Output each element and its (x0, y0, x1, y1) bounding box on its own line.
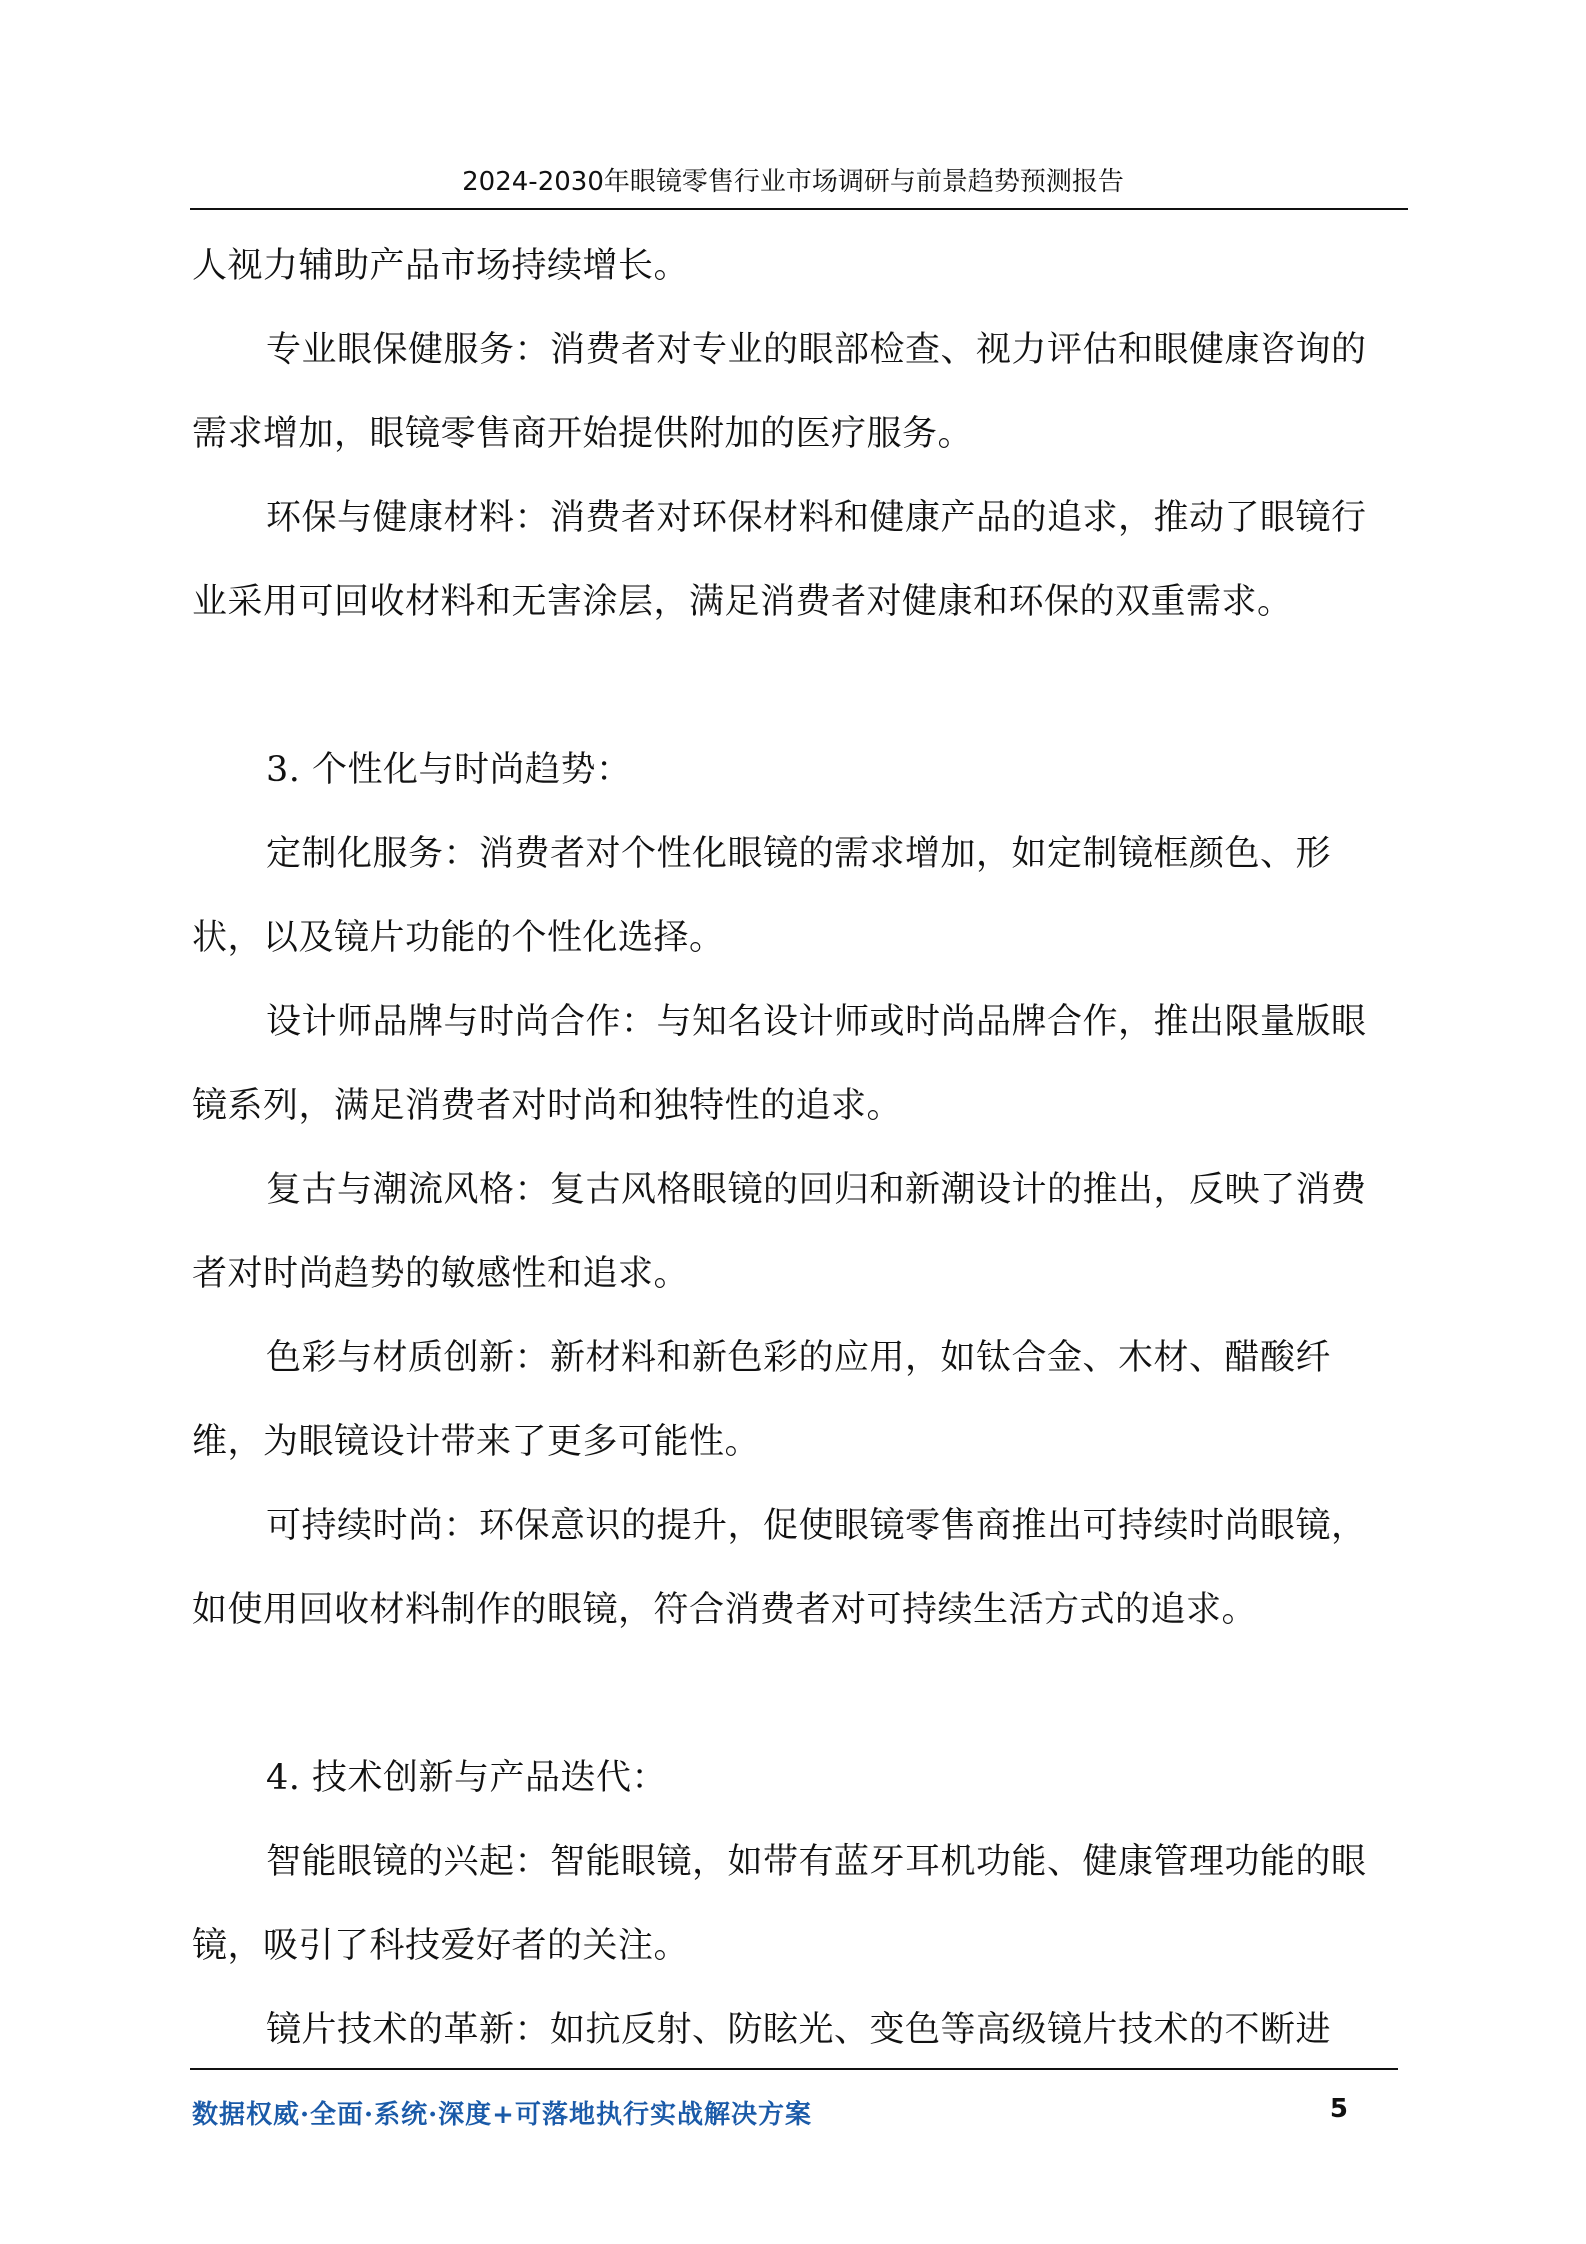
paragraph-smart-glasses: 智能眼镜的兴起：智能眼镜，如带有蓝牙耳机功能、健康管理功能的眼镜，吸引了科技爱好者的关注。 (192, 1842, 1367, 1966)
footer-divider (190, 2068, 1398, 2070)
footer-slogan: 数据权威·全面·系统·深度+可落地执行实战解决方案 (192, 2100, 812, 2130)
section-heading-4: 4. 技术创新与产品迭代： (266, 1758, 668, 1798)
paragraph-eco-materials: 环保与健康材料：消费者对环保材料和健康产品的追求，推动了眼镜行业采用可回收材料和无害涂层，满足消费者对健康和环保的双重需求。 (192, 498, 1367, 622)
paragraph-color-material: 色彩与材质创新：新材料和新色彩的应用，如钛合金、木材、醋酸纤维，为眼镜设计带来了更多可能性。 (192, 1338, 1332, 1462)
blank-line (192, 1652, 1398, 1736)
paragraph-retro-style: 复古与潮流风格：复古风格眼镜的回归和新潮设计的推出，反映了消费者对时尚趋势的敏感性和追求。 (192, 1170, 1367, 1294)
section-heading-3: 3. 个性化与时尚趋势： (266, 750, 632, 790)
header-divider (190, 208, 1408, 210)
paragraph-lens-technology: 镜片技术的革新：如抗反射、防眩光、变色等高级镜片技术的不断进 (266, 2010, 1332, 2050)
document-body (192, 224, 1398, 2072)
paragraph-customization: 定制化服务：消费者对个性化眼镜的需求增加，如定制镜框颜色、形状，以及镜片功能的个性化选择。 (192, 834, 1332, 958)
document-header-title: 2024-2030年眼镜零售行业市场调研与前景趋势预测报告 (462, 167, 1124, 197)
paragraph-designer-brands: 设计师品牌与时尚合作：与知名设计师或时尚品牌合作，推出限量版眼镜系列，满足消费者对时尚和独特性的追求。 (192, 1002, 1367, 1126)
paragraph-sustainable-fashion: 可持续时尚：环保意识的提升，促使眼镜零售商推出可持续时尚眼镜，如使用回收材料制作的眼镜，符合消费者对可持续生活方式的追求。 (192, 1506, 1367, 1630)
paragraph-eye-care-service: 专业眼保健服务：消费者对专业的眼部检查、视力评估和眼健康咨询的需求增加，眼镜零售商开始提供附加的医疗服务。 (192, 330, 1367, 454)
page-number: 5 (1329, 2094, 1348, 2124)
paragraph-continuation: 人视力辅助产品市场持续增长。 (192, 246, 690, 286)
blank-line (192, 644, 1398, 728)
